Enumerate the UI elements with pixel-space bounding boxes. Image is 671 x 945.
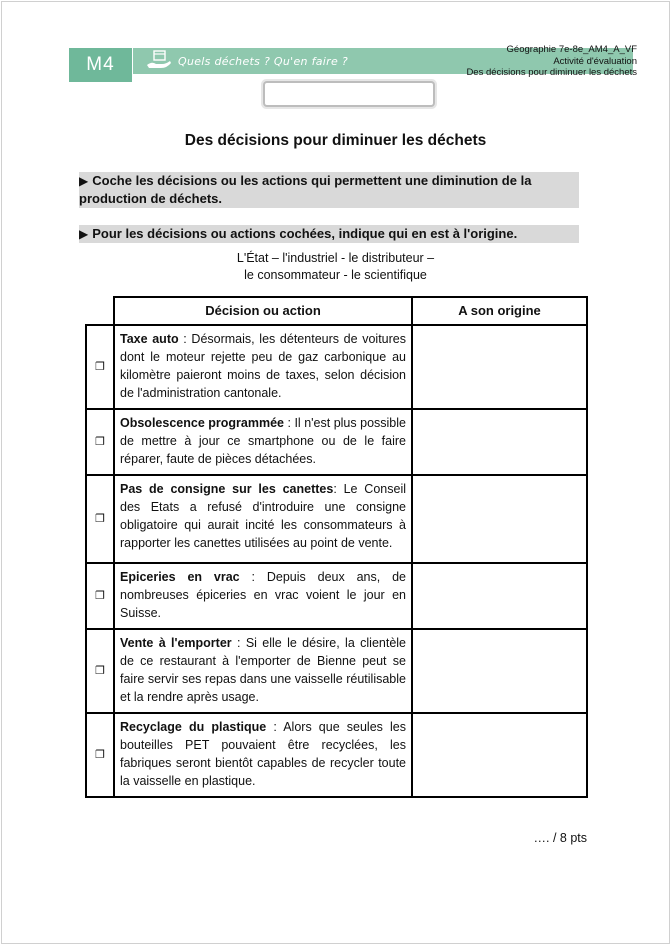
origin-answer-cell[interactable] <box>412 563 587 629</box>
name-label-field[interactable] <box>259 80 437 108</box>
actors-line-1: L'État – l'industriel - le distributeur – <box>236 251 435 265</box>
row-checkbox[interactable]: ❐ <box>86 409 114 475</box>
decision-cell <box>114 563 412 629</box>
decision-heading: Vente à l'emporter <box>120 636 232 650</box>
decision-column-header: Décision ou action <box>114 297 412 325</box>
decision-heading: Recyclage du plastique <box>120 720 267 734</box>
table-row <box>86 325 587 409</box>
module-title: Quels déchets ? Qu'en faire ? <box>178 55 348 68</box>
triangle-bullet-icon: ▶ <box>79 174 89 188</box>
row-checkbox[interactable]: ❐ <box>86 713 114 797</box>
decision-text: : Si elle le désire, la clientèle de ce restaurant à l'emporter de Bienne peut se faire servir ses repas dans une vaisselle réutilisable et la rendre après usage. <box>120 636 406 704</box>
decision-heading: Taxe auto <box>120 332 179 346</box>
decision-heading: Obsolescence programmée <box>120 416 284 430</box>
table-row <box>86 475 587 563</box>
page-title: Des décisions pour diminuer les déchets <box>184 132 487 149</box>
origin-answer-cell[interactable] <box>412 325 587 409</box>
score-field: …. / 8 pts <box>533 831 587 845</box>
decision-heading: Epiceries en vrac <box>120 570 240 584</box>
module-badge: M4 <box>69 48 132 82</box>
row-checkbox[interactable]: ❐ <box>86 325 114 409</box>
row-checkbox[interactable]: ❐ <box>86 475 114 563</box>
origin-column-header: A son origine <box>412 297 587 325</box>
checkbox-column-header <box>86 297 114 325</box>
decision-cell <box>114 629 412 713</box>
instruction-check <box>79 172 579 208</box>
decision-text: : Alors que seules les bouteilles PET pouvaient être recyclées, les fabriques seront bientôt capables de recycler toute la vaisselle en plastique. <box>120 720 406 788</box>
recycling-hand-icon <box>146 49 172 71</box>
meta-subject: Géographie 7e-8e_AM4_A_VF <box>506 44 637 55</box>
decision-text: : Depuis deux ans, de nombreuses épiceries en vrac voient le jour en Suisse. <box>120 570 406 620</box>
decision-cell <box>114 475 412 563</box>
actors-list <box>0 250 671 284</box>
decision-heading: Pas de consigne sur les canettes <box>120 482 334 496</box>
decision-text: : Désormais, les détenteurs de voitures dont le moteur rejette peu de gaz carbonique au kilomètre paieront moins de taxes, selon décision de l'administration cantonale. <box>120 332 407 400</box>
table-row <box>86 563 587 629</box>
decision-cell <box>114 409 412 475</box>
meta-activity: Activité d'évaluation <box>553 55 637 67</box>
decision-text: : Il n'est plus possible de mettre à jour ce smartphone ou de le faire réparer, faute de pièces détachées. <box>120 416 406 466</box>
table-row <box>86 629 587 713</box>
origin-answer-cell[interactable] <box>412 629 587 713</box>
table-header-row <box>86 297 587 325</box>
decision-text: : Le Conseil des Etats a refusé d'introduire une consigne obligatoire qui aurait incité les consommateurs à rapporter les canettes utilisées au point de vente. <box>120 482 406 550</box>
instruction-origin <box>79 225 579 243</box>
origin-answer-cell[interactable] <box>412 475 587 563</box>
document-meta <box>466 44 637 79</box>
instruction-origin-text: Pour les décisions ou actions cochées, indique qui en est à l'origine. <box>92 226 518 241</box>
decision-cell <box>114 325 412 409</box>
origin-answer-cell[interactable] <box>412 713 587 797</box>
row-checkbox[interactable]: ❐ <box>86 629 114 713</box>
origin-answer-cell[interactable] <box>412 409 587 475</box>
actors-line-2: le consommateur - le scientifique <box>244 268 427 282</box>
decision-cell <box>114 713 412 797</box>
table-row <box>86 409 587 475</box>
decisions-table <box>85 296 588 798</box>
triangle-bullet-icon: ▶ <box>79 227 89 241</box>
torn-paper-label <box>265 83 433 105</box>
row-checkbox[interactable]: ❐ <box>86 563 114 629</box>
instruction-check-text: Coche les décisions ou les actions qui permettent une diminution de la production de déchets. <box>79 173 532 206</box>
table-row <box>86 713 587 797</box>
meta-topic: Des décisions pour diminuer les déchets <box>466 67 637 78</box>
